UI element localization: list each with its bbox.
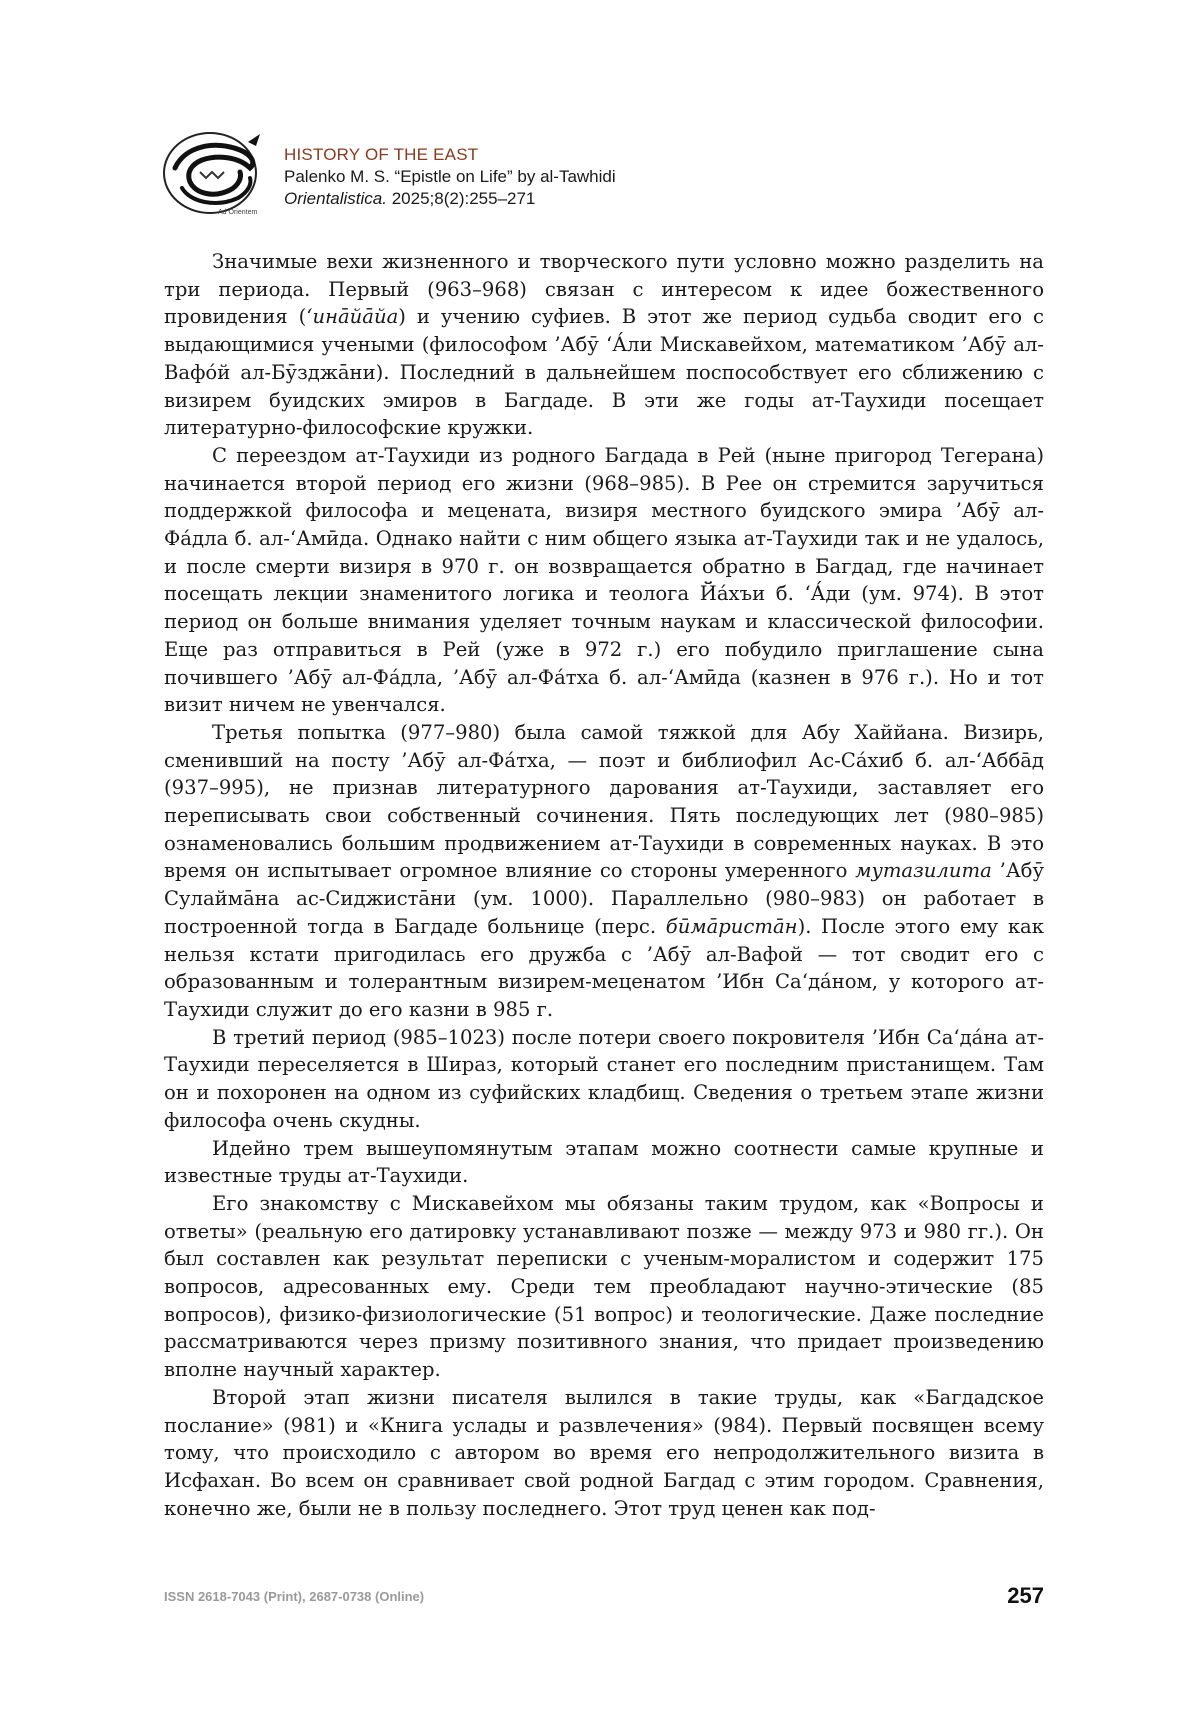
page-footer [164,1583,1044,1613]
journal-issue: 2025;8(2):255–271 [386,189,536,208]
paragraph: Идейно трем вышеупомянутым этапам можно соотнести самые крупные и известные труды ат-Таухиди. [164,1136,1044,1188]
paragraph: Его знакомству с Мискавейхом мы обязаны таким трудом, как «Вопросы и ответы» (реальную его датировку устанавливают позже — между 973 и 980 гг.). Он был составлен как результат переписки с ученым-моралистом и содержит 175 вопросов, адресованных ему. Среди тем преобладают научно-этические (85 вопросов), физико-физиологические (51 вопрос) и теологические. Даже последние рассматриваются через призму позитивного знания, что придает произведению вполне научный характер. [164,1191,1044,1382]
page-header [160,128,860,218]
paragraph-italic: бӣма̄ристāн [665,914,798,938]
header-text [284,144,616,210]
paragraph-italic: ‘ина̄йа̄йа [306,305,399,329]
journal-logo-icon [160,128,270,218]
paragraph-italic: мутазилита [855,859,992,883]
journal-name: Orientalistica. [284,189,387,208]
journal-citation [284,188,616,210]
paragraph-text: ’Абӯ Сулайма̄на ас-Сиджиста̄ни (ум. 1000). Параллельно (980–983) он работает в построенной тогда в Багдаде больнице (перс. [164,859,1045,938]
paragraph: Второй этап жизни писателя вылился в такие труды, как «Багдадское послание» (981) и «Книга услады и развлечения» (984). Первый посвящен всему тому, что происходило с автором во время его непродолжительного визита в Исфахан. Во всем он сравнивает свой родной Багдад с этим городом. Сравнения, конечно же, были не в пользу последнего. Этот труд ценен как под- [164,1385,1044,1520]
page-number: 257 [1007,1583,1044,1608]
paragraph [164,248,1044,442]
paragraph: В третий период (985–1023) после потери своего покровителя ’Ибн Са‘да́на ат-Таухиди переселяется в Шираз, который станет его последним пристанищем. Там он и похоронен на одном из суфийских кладбищ. Сведения о третьем этапе жизни философа очень скудны. [164,1025,1044,1132]
issn-label: ISSN 2618-7043 (Print), 2687-0738 (Online) [164,1589,425,1604]
paragraph [164,719,1044,1024]
paragraph-text: ) и учению суфиев. В этот же период судьба сводит его с выдающимися учеными (философом ’Абӯ ‘А́ли Мискавейхом, математиком ’Абӯ ал-Вафо́й ал-Бӯзджа̄ни). Последний в дальнейшем поспособствует его сближению с визирем буидских эмиров в Багдаде. В эти же годы ат-Таухиди посещает литературно-философские кружки. [164,305,1044,440]
section-title: HISTORY OF THE EAST [284,145,479,164]
paragraph: С переездом ат-Таухиди из родного Багдада в Рей (ныне пригород Тегерана) начинается второй период его жизни (968–985). В Рее он стремится заручиться поддержкой философа и мецената, визиря местного буидского эмира ’Абӯ ал-Фа́дла б. ал-‘Амӣда. Однако найти с ним общего языка ат-Таухиди так и не удалось, и после смерти визиря в 970 г. он возвращается обратно в Багдад, где начинает посещать лекции знаменитого логика и теолога Йа́хъи б. ‘А́ди (ум. 974). В этот период он больше внимания уделяет точным наукам и классической философии. Еще раз отправиться в Рей (уже в 972 г.) его побудило приглашение сына почившего ’Абӯ ал-Фа́дла, ’Абӯ ал-Фа́тха б. ал-‘Амӣда (казнен в 976 г.). Но и тот визит ничем не увенчался. [164,443,1044,717]
logo-lettering: Ad Orientem [218,209,258,216]
article-reference: Palenko M. S. “Epistle on Life” by al-Tawhidi [284,167,616,186]
paragraph-text: Третья попытка (977–980) была самой тяжкой для Абу Хаййана. Визирь, сменивший на посту ’Абӯ ал-Фа́тха, — поэт и библиофил Ас-Са́хиб б. ал-‘Аббāд (937–995), не признав литературного дарования ат-Таухиди, заставляет его переписывать свои собственный сочинения. Пять последующих лет (980–985) ознаменовались большим продвижением ат-Таухиди в современных науках. В это время он испытывает огромное влияние со стороны умеренного [164,720,1044,883]
paragraph-text: Значимые вехи жизненного и творческого пути условно можно разделить на три периода. Первый (963–968) связан с интересом к идее божественного провидения ( [164,250,1044,329]
paragraph-text: ). После этого ему как нельзя кстати пригодилась его дружба с ’Абӯ ал-Вафой — тот сводит его с образованным и толерантным визирем-меценатом ’Ибн Са‘да́ном, у которого ат-Таухиди служит до его казни в 985 г. [164,914,1044,1021]
article-body [164,248,1044,1522]
